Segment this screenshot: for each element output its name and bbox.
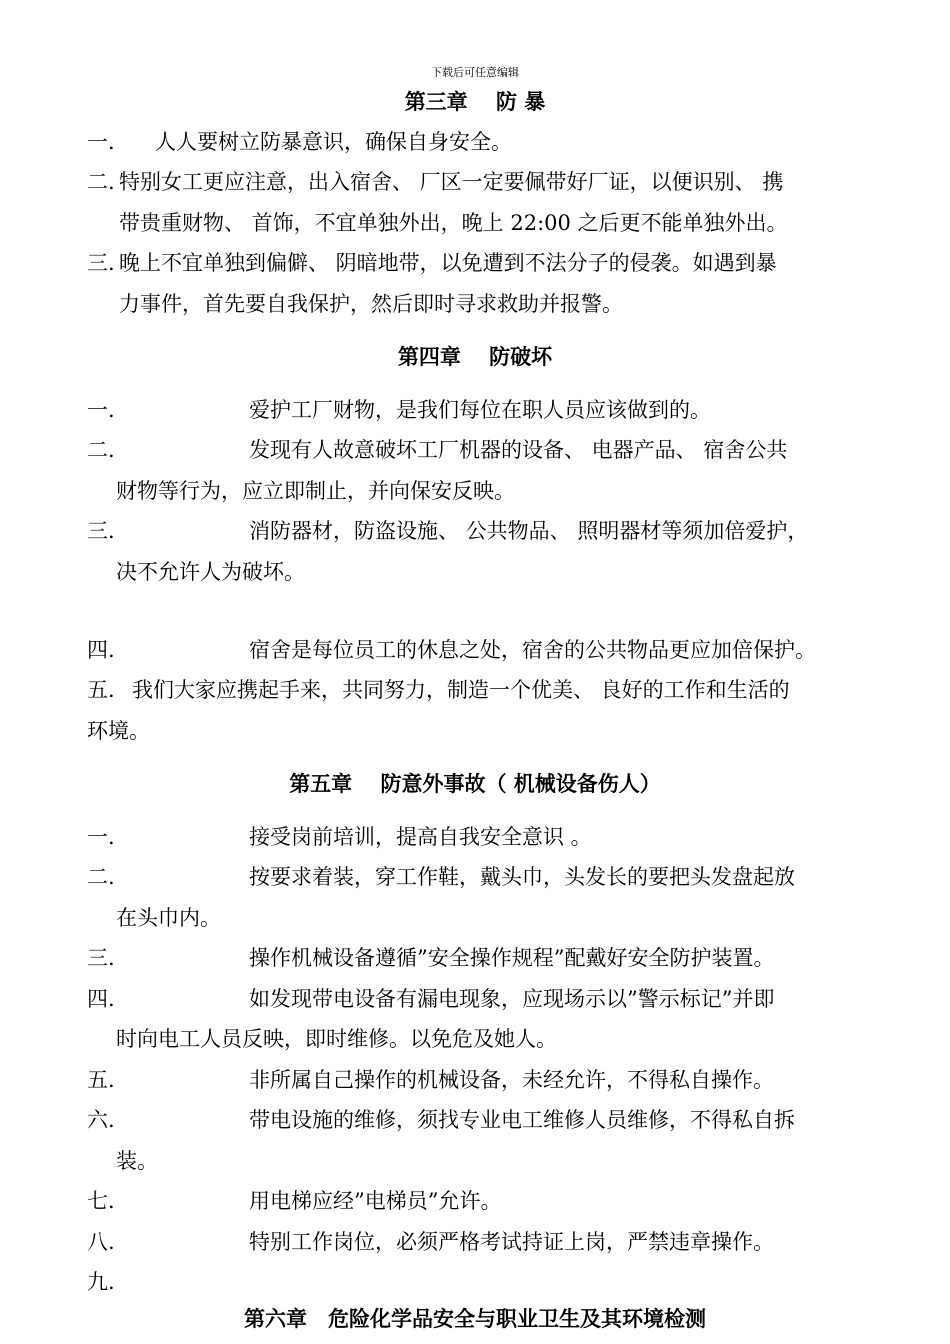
item-number: 四. <box>87 638 115 662</box>
item-text: 操作机械设备遵循”安全操作规程”配戴好安全防护装置。 <box>249 946 775 970</box>
chapter-3-title: 第三章 防 暴 <box>404 89 546 114</box>
item-text: 按要求着装，穿工作鞋，戴头巾，头发长的要把头发盘起放 <box>249 865 795 889</box>
item-text: 爱护工厂财物，是我们每位在职人员应该做到的。 <box>249 398 711 422</box>
item-text: 消防器材，防盗设施、 公共物品、 照明器材等须加倍爱护， <box>249 519 809 543</box>
item-text: 决不允许人为破坏。 <box>116 560 305 584</box>
item-text: 用电梯应经”电梯员”允许。 <box>249 1189 502 1213</box>
item-number: 五. <box>87 678 115 702</box>
item-text: 发现有人故意破坏工厂机器的设备、 电器产品、 宿舍公共 <box>249 438 788 462</box>
item-number: 五. <box>87 1068 115 1092</box>
item-number: 一. <box>87 130 115 154</box>
item-text: 宿舍是每位员工的休息之处，宿舍的公共物品更应加倍保护。 <box>249 638 816 662</box>
page-header: 下载后可任意编辑 <box>431 66 519 79</box>
item-text: 我们大家应携起手来，共同努力，制造一个优美、 良好的工作和生活的 <box>132 678 790 702</box>
item-text: 力事件，首先要自我保护，然后即时寻求救助并报警。 <box>119 292 623 316</box>
item-number: 三. <box>87 946 115 970</box>
item-number: 九. <box>87 1270 115 1294</box>
item-number: 三. <box>87 519 115 543</box>
item-text: 装。 <box>116 1149 158 1173</box>
item-number: 一. <box>87 825 115 849</box>
item-text: 接受岗前培训，提高自我安全意识 。 <box>249 825 592 849</box>
item-text: 如发现带电设备有漏电现象，应现场示以”警示标记”并即 <box>249 987 775 1011</box>
item-text: 时向电工人员反映，即时维修。以免危及她人。 <box>116 1027 557 1051</box>
item-number: 二. <box>87 170 115 194</box>
item-text: 带电设施的维修，须找专业电工维修人员维修，不得私自拆 <box>249 1108 795 1132</box>
item-number: 一. <box>87 398 115 422</box>
item-text: 特别工作岗位，必须严格考试持证上岗，严禁违章操作。 <box>249 1230 774 1254</box>
item-text: 在头巾内。 <box>116 906 221 930</box>
item-number: 二. <box>87 438 115 462</box>
item-number: 七. <box>87 1189 115 1213</box>
item-number: 八. <box>87 1230 115 1254</box>
item-text: 带贵重财物、 首饰，不宜单独外出，晚上 22:00 之后更不能单独外出。 <box>119 211 788 235</box>
item-text: 人人要树立防暴意识，确保自身安全。 <box>155 130 512 154</box>
item-number: 二. <box>87 865 115 889</box>
item-text: 非所属自己操作的机械设备，未经允许，不得私自操作。 <box>249 1068 774 1092</box>
item-text: 特别女工更应注意，出入宿舍、 厂区一定要佩带好厂证，以便识别、 携 <box>119 170 784 194</box>
chapter-5-title: 第五章 防意外事故（ 机械设备伤人） <box>289 771 661 796</box>
chapter-6-title: 第六章 危险化学品安全与职业卫生及其环境检测 <box>244 1306 706 1331</box>
item-number: 三. <box>87 251 115 275</box>
item-number: 六. <box>87 1108 115 1132</box>
item-text: 环境。 <box>87 719 150 743</box>
item-text: 晚上不宜单独到偏僻、 阴暗地带，以免遭到不法分子的侵袭。如遇到暴 <box>119 251 777 275</box>
chapter-4-title: 第四章 防破坏 <box>397 344 553 369</box>
item-text: 财物等行为，应立即制止，并向保安反映。 <box>116 479 515 503</box>
item-number: 四. <box>87 987 115 1011</box>
